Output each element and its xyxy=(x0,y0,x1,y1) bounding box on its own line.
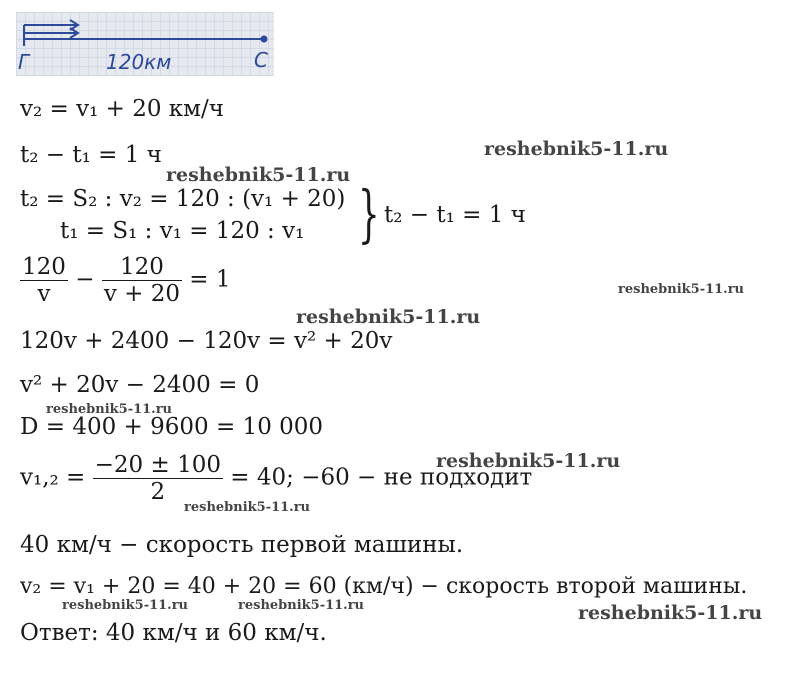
label-distance: 120км xyxy=(106,50,172,74)
line-t-diff: t₂ − t₁ = 1 ч xyxy=(20,142,162,168)
line-quadratic: v² + 20v − 2400 = 0 xyxy=(20,372,260,398)
label-end: С xyxy=(254,48,268,72)
line-answer: Ответ: 40 км/ч и 60 км/ч. xyxy=(20,620,327,646)
brace: } xyxy=(358,177,380,250)
line-roots: v₁,₂ = $\frac{-20 \pm 100}{2}$ = 40; −60 − не подходит xyxy=(20,452,533,505)
fraction-2: $\frac{120}{v + 20}$ xyxy=(103,254,180,307)
watermark: reshebnik5-11.ru xyxy=(62,598,189,613)
route-sketch xyxy=(16,12,274,76)
watermark: reshebnik5-11.ru xyxy=(578,602,763,624)
line-t-diff-brace: t₂ − t₁ = 1 ч xyxy=(384,202,526,228)
line-expand: 120v + 2400 − 120v = v² + 20v xyxy=(20,328,393,354)
watermark: reshebnik5-11.ru xyxy=(296,306,481,328)
fraction-equation: $\frac{120}{v}$ − $\frac{120}{v + 20}$ = 1 xyxy=(22,254,231,307)
label-start: Г xyxy=(18,50,30,74)
fraction-1: $\frac{120}{v}$ xyxy=(22,254,66,307)
watermark: reshebnik5-11.ru xyxy=(484,138,669,160)
line-v2: v₂ = v₁ + 20 км/ч xyxy=(20,96,225,122)
watermark: reshebnik5-11.ru xyxy=(184,500,311,515)
watermark: reshebnik5-11.ru xyxy=(46,402,173,417)
watermark: reshebnik5-11.ru xyxy=(436,450,621,472)
line-speed-1: 40 км/ч − скорость первой машины. xyxy=(20,532,464,558)
watermark: reshebnik5-11.ru xyxy=(238,598,365,613)
roots-fraction: $\frac{-20 \pm 100}{2}$ xyxy=(94,452,221,505)
line-t1: t₁ = S₁ : v₁ = 120 : v₁ xyxy=(60,218,305,244)
point-c xyxy=(261,36,268,43)
line-discriminant: D = 400 + 9600 = 10 000 xyxy=(20,414,324,440)
watermark: reshebnik5-11.ru xyxy=(166,164,351,186)
line-speed-2: v₂ = v₁ + 20 = 40 + 20 = 60 (км/ч) − скорость второй машины. xyxy=(20,574,748,599)
line-t2: t₂ = S₂ : v₂ = 120 : (v₁ + 20) xyxy=(20,186,346,212)
watermark: reshebnik5-11.ru xyxy=(618,282,745,297)
